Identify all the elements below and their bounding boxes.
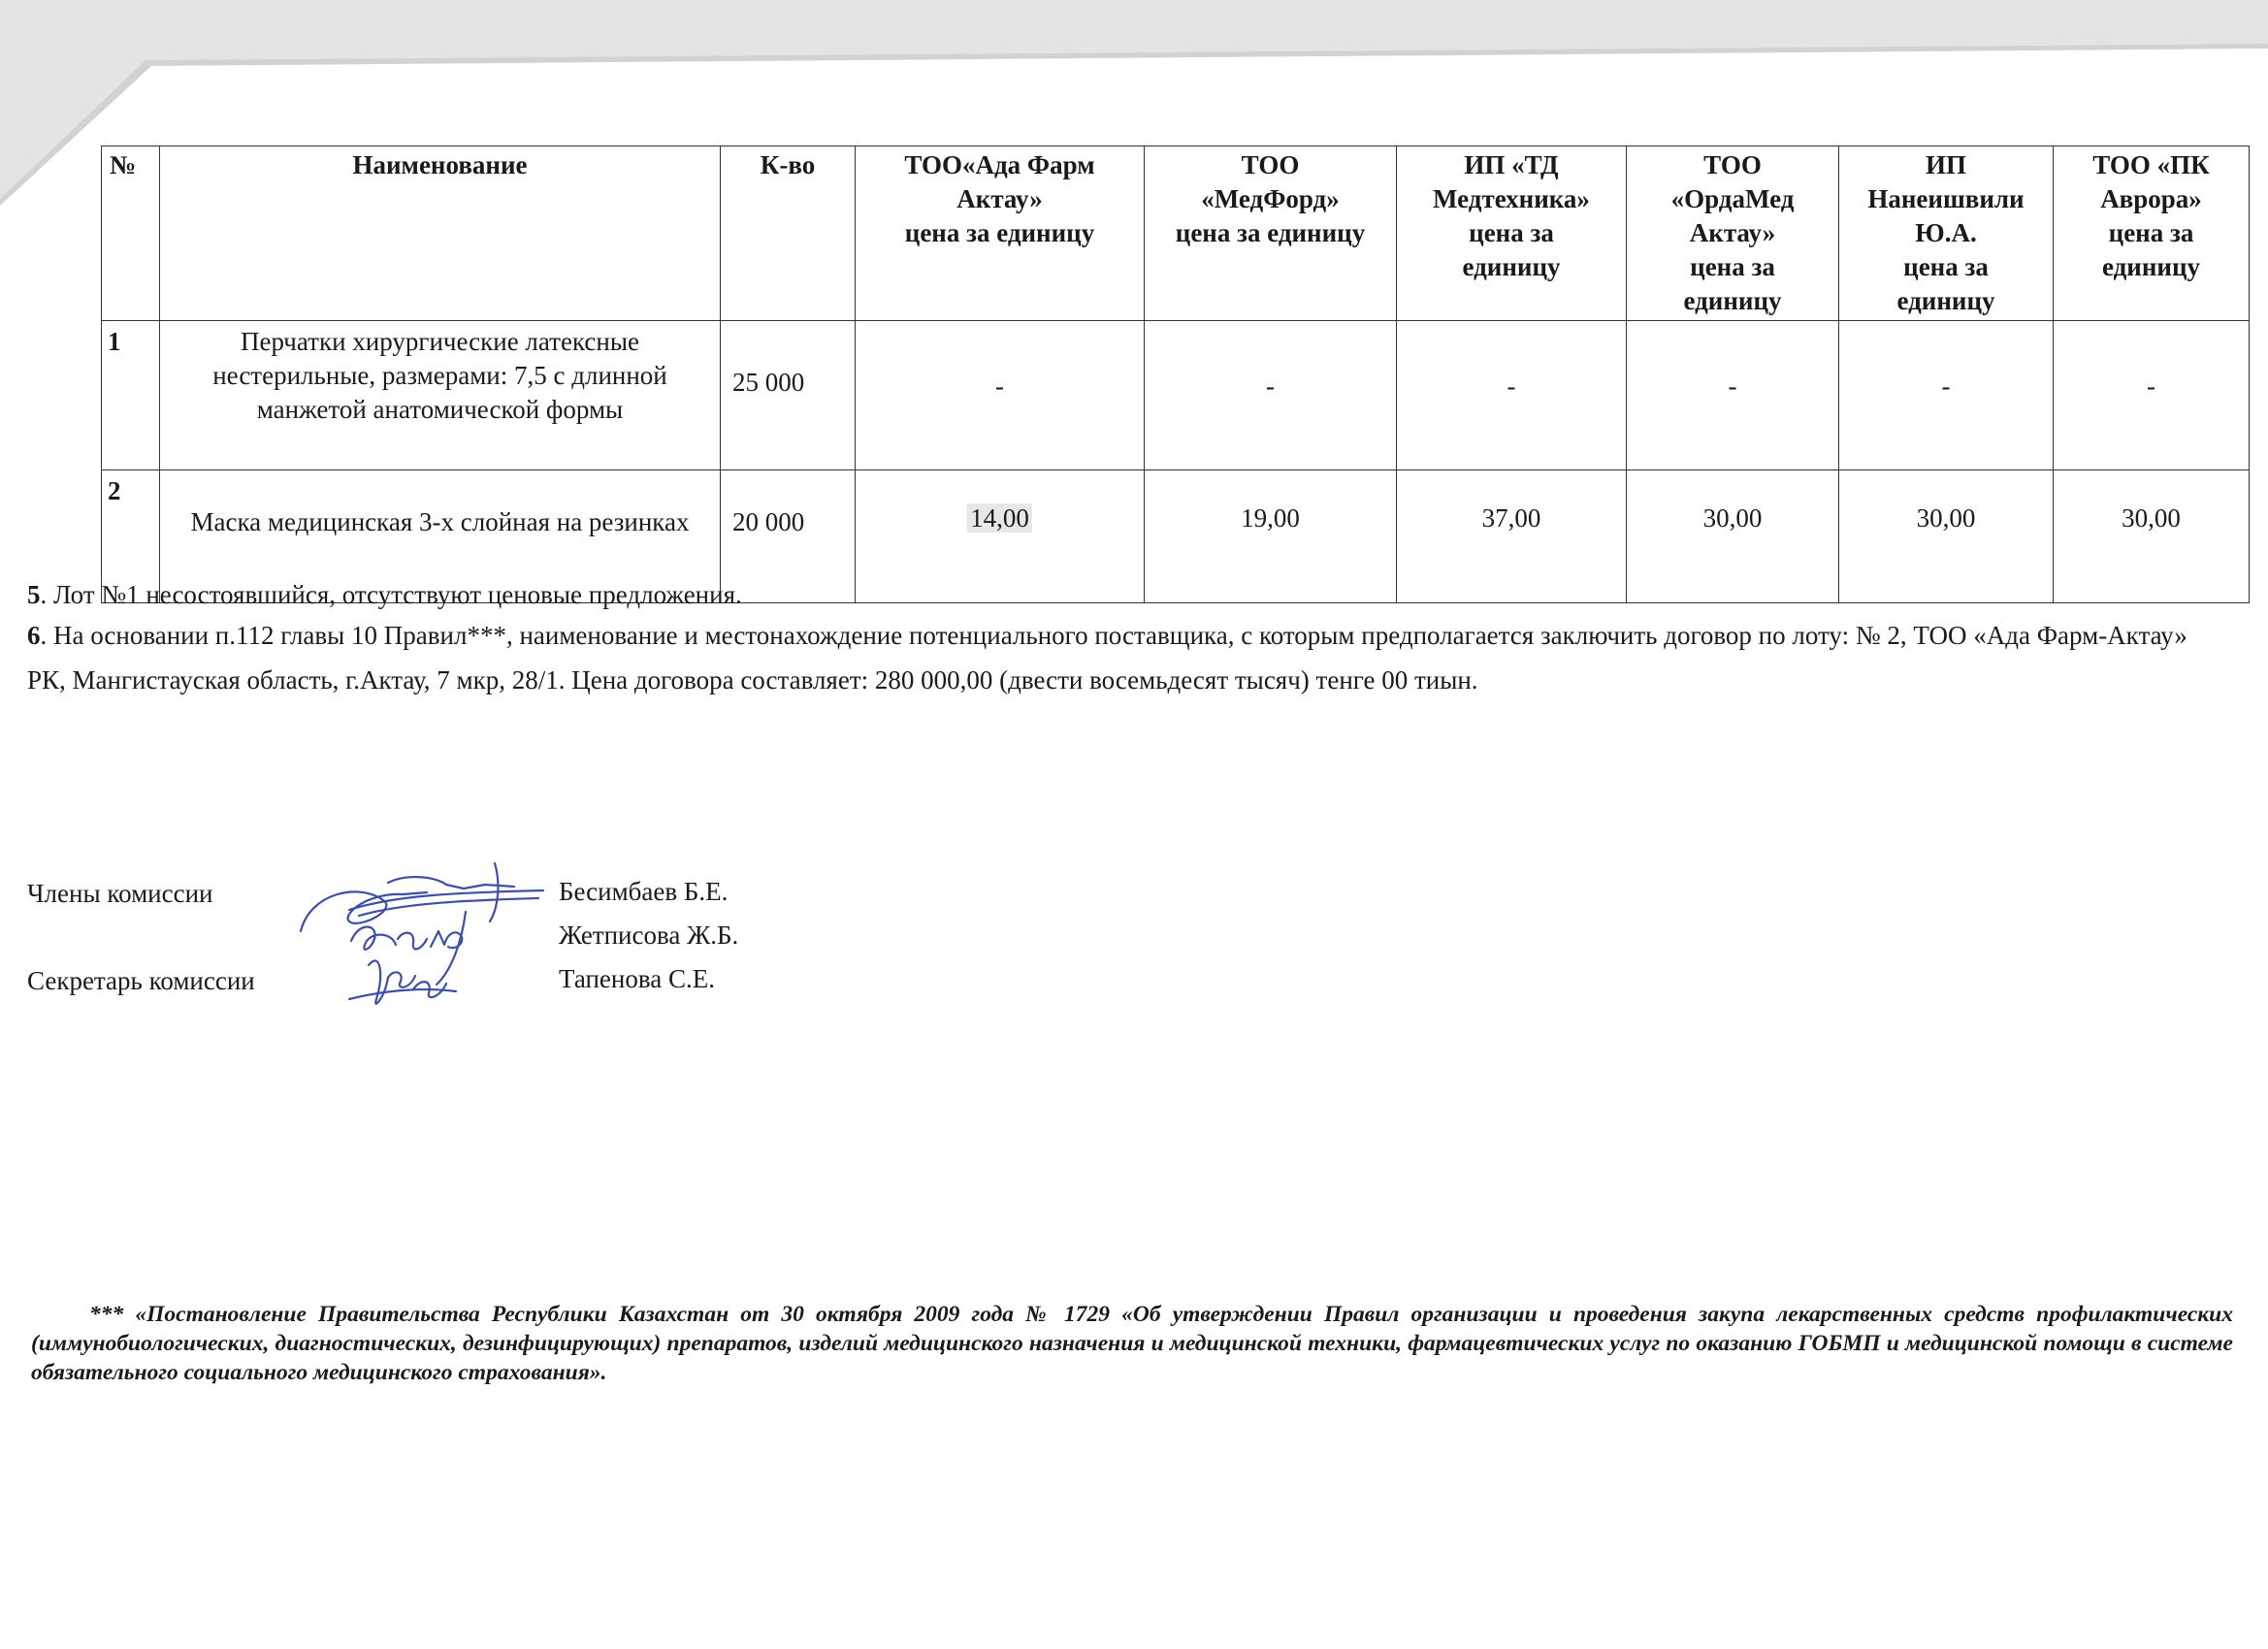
price-offers-table [101,146,2250,603]
price-cell: - [1627,321,1839,470]
price-cell: 30,00 [1839,470,2054,603]
col-header-supplier-ordamed: ТОО «ОрдаМед Актау» цена за единицу [1627,146,1839,321]
item-name: Перчатки хирургические латексные нестерильные, размерами: 7,5 с длинной манжетой анатомической формы [160,321,721,470]
signatory-name: Жетписова Ж.Б. [559,921,739,950]
price-cell: 30,00 [2054,470,2250,603]
price-cell-winning [856,470,1145,603]
handwritten-signatures [291,854,553,1028]
price-cell: - [1839,321,2054,470]
item-quantity: 25 000 [721,321,856,470]
price-cell: 37,00 [1397,470,1627,603]
price-cell: - [1397,321,1627,470]
col-header-supplier-naneishvili: ИП Нанеишвили Ю.А. цена за единицу [1839,146,2054,321]
price-cell: 19,00 [1145,470,1397,603]
paragraph-6 [27,613,2200,702]
col-header-supplier-ada-farm: ТОО«Ада Фарм Актау» цена за единицу [856,146,1145,321]
paragraph-5-number: 5 [27,580,41,609]
col-header-number: № [102,146,160,321]
signatory-name: Тапенова С.Е. [559,964,715,993]
col-header-quantity: К-во [721,146,856,321]
table-row [102,321,2250,470]
row-number: 1 [102,321,160,470]
paragraph-5-text: . Лот №1 несостоявшийся, отсутствуют ценовые предложения. [40,580,742,609]
commission-secretary-label: Секретарь комиссии [27,966,255,995]
signatory-name: Бесимбаев Б.Е. [559,877,729,906]
price-cell: - [2054,321,2250,470]
item-name: Маска медицинская 3-х слойная на резинках [160,470,721,603]
table-header-row [102,146,2250,321]
paragraph-5 [27,572,742,617]
paragraph-6-number: 6 [27,621,41,650]
price-cell: - [1145,321,1397,470]
price-cell: - [856,321,1145,470]
price-cell: 30,00 [1627,470,1839,603]
col-header-supplier-medford: ТОО «МедФорд» цена за единицу [1145,146,1397,321]
col-header-name: Наименование [160,146,721,321]
item-quantity: 20 000 [721,470,856,603]
winning-price-highlight: 14,00 [967,503,1032,533]
col-header-supplier-pk-avrora: ТОО «ПК Аврора» цена за единицу [2054,146,2250,321]
commission-members-label: Члены комиссии [27,879,213,908]
row-number: 2 [102,470,160,603]
paragraph-6-text: . На основании п.112 главы 10 Правил***, наименование и местонахождение потенциального поставщика, с которым предполагается заключить договор по лоту: № 2, ТОО «Ада Фарм-Актау» РК, Мангистауская область, г.Актау, 7 мкр, 28/1. Цена договора составляет: 280 000,00 (двести восемьдесят тысяч) тенге 00 тиын. [27,621,2187,695]
col-header-supplier-td-medtekhnika: ИП «ТД Медтехника» цена за единицу [1397,146,1627,321]
footnote-legal-reference: *** «Постановление Правительства Республики Казахстан от 30 октября 2009 года № 1729 «Об утверждении Правил организации и проведения закупа лекарственных средств профилактических (иммунобиологических, диагностических, дезинфицирующих) препаратов, изделий медицинского назначения и медицинской техники, фармацевтических услуг по оказанию ГОБМП и медицинской помощи в системе обязательного социального медицинского страхования». [31,1302,2233,1385]
